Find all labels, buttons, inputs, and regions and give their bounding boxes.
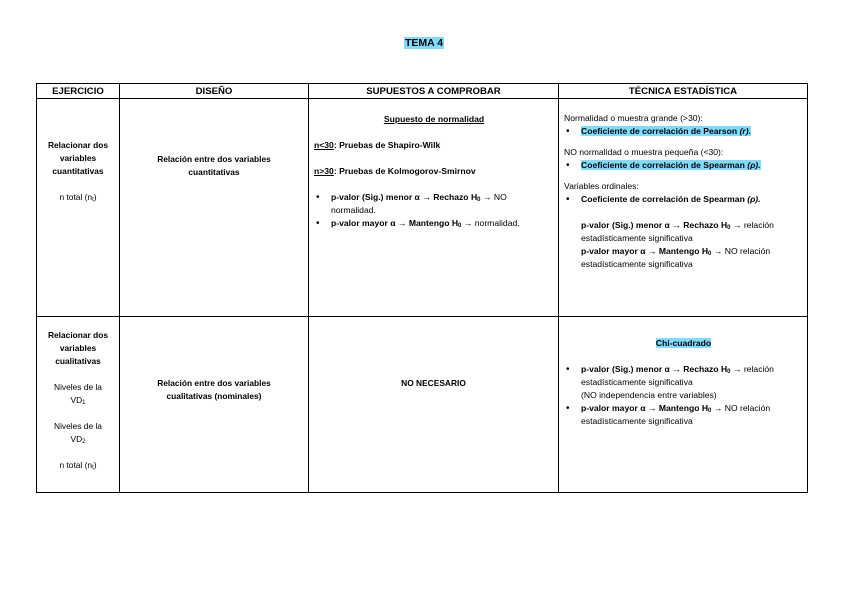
supuestos-list xyxy=(314,191,554,230)
list-item: • p-valor mayor α → Mantengo $H_0$ → normalidad. xyxy=(314,217,554,230)
shapiro-line: n<30: Pruebas de Shapiro-Wilk xyxy=(314,140,441,150)
no-necesario-text: NO NECESARIO xyxy=(401,378,466,388)
tecnica-text: Variables ordinales: xyxy=(564,181,639,191)
ntotal-label: n total $(n_t)$ xyxy=(59,460,97,471)
header-ejercicio: EJERCICIO xyxy=(37,84,120,99)
table-row-cualitativas xyxy=(37,317,808,493)
cell-diseno-2 xyxy=(120,317,309,493)
spearman-list xyxy=(564,159,803,172)
cell-ejercicio-2 xyxy=(37,317,120,493)
chi-list xyxy=(564,363,803,428)
diseno-text: cualitativas (nominales) xyxy=(166,391,262,401)
cell-tecnica-2 xyxy=(559,317,808,493)
cell-supuestos-2 xyxy=(309,317,559,493)
kolmogorov-line: n>30: Pruebas de Kolmogorov-Smirnov xyxy=(314,166,476,176)
niveles-label: Niveles de la xyxy=(54,421,102,431)
header-tecnica: TÉCNICA ESTADÍSTICA xyxy=(559,84,808,99)
cell-ejercicio-1 xyxy=(37,99,120,317)
tecnica-text: NO normalidad o muestra pequeña (<30): xyxy=(564,147,724,157)
list-item: • Coeficiente de correlación de Pearson (r). xyxy=(564,125,803,138)
ejercicio-text: Relacionar dos xyxy=(47,140,109,150)
diseno-text: Relación entre dos variables xyxy=(157,378,271,388)
list-item: • p-valor mayor α → Mantengo $H_0$ → NO relación estadísticamente significativa xyxy=(564,402,803,428)
cell-tecnica-1 xyxy=(559,99,808,317)
list-item: • Coeficiente de correlación de Spearman (ρ). xyxy=(564,159,803,172)
pearson-list xyxy=(564,125,803,138)
list-item: • Coeficiente de correlación de Spearman (ρ). p-valor (Sig.) menor α → Rechazo $H_0$ → relación estadísticamente significativa p-valor mayor α → Mantengo $H_0$ → NO relación estadísticamente significativa xyxy=(564,193,803,271)
header-supuestos: SUPUESTOS A COMPROBAR xyxy=(309,84,559,99)
ejercicio-text: Relacionar dos xyxy=(47,330,109,340)
ejercicio-text: variables xyxy=(59,343,97,353)
niveles-label: Niveles de la xyxy=(54,382,102,392)
header-diseno: DISEÑO xyxy=(120,84,309,99)
cell-supuestos-1 xyxy=(309,99,559,317)
list-item: • p-valor (Sig.) menor α → Rechazo $H_0$ → relación estadísticamente significativa (NO independencia entre variables) xyxy=(564,363,803,402)
statistics-table xyxy=(36,83,808,493)
tecnica-text: Normalidad o muestra grande (>30): xyxy=(564,113,703,123)
ejercicio-text: cuantitativas xyxy=(52,166,104,176)
page-title: TEMA 4 xyxy=(404,37,444,49)
vd1-label: $VD_1$ xyxy=(70,395,86,406)
list-item: • p-valor (Sig.) menor α → Rechazo $H_0$ → NO normalidad. xyxy=(314,191,554,217)
ntotal-label: n total $(n_t)$ xyxy=(59,192,97,203)
supuestos-heading: Supuesto de normalidad xyxy=(383,114,485,124)
vd2-label: $VD_2$ xyxy=(70,434,86,445)
table-row-cuantitativas xyxy=(37,99,808,317)
table-header-row xyxy=(37,84,808,99)
diseno-text: cuantitativas xyxy=(188,167,240,177)
chi-heading: Chi-cuadrado xyxy=(655,338,712,348)
ejercicio-text: cualitativas xyxy=(55,356,101,366)
diseno-text: Relación entre dos variables xyxy=(157,154,271,164)
ordinal-list xyxy=(564,193,803,271)
ejercicio-text: variables xyxy=(59,153,97,163)
cell-diseno-1 xyxy=(120,99,309,317)
